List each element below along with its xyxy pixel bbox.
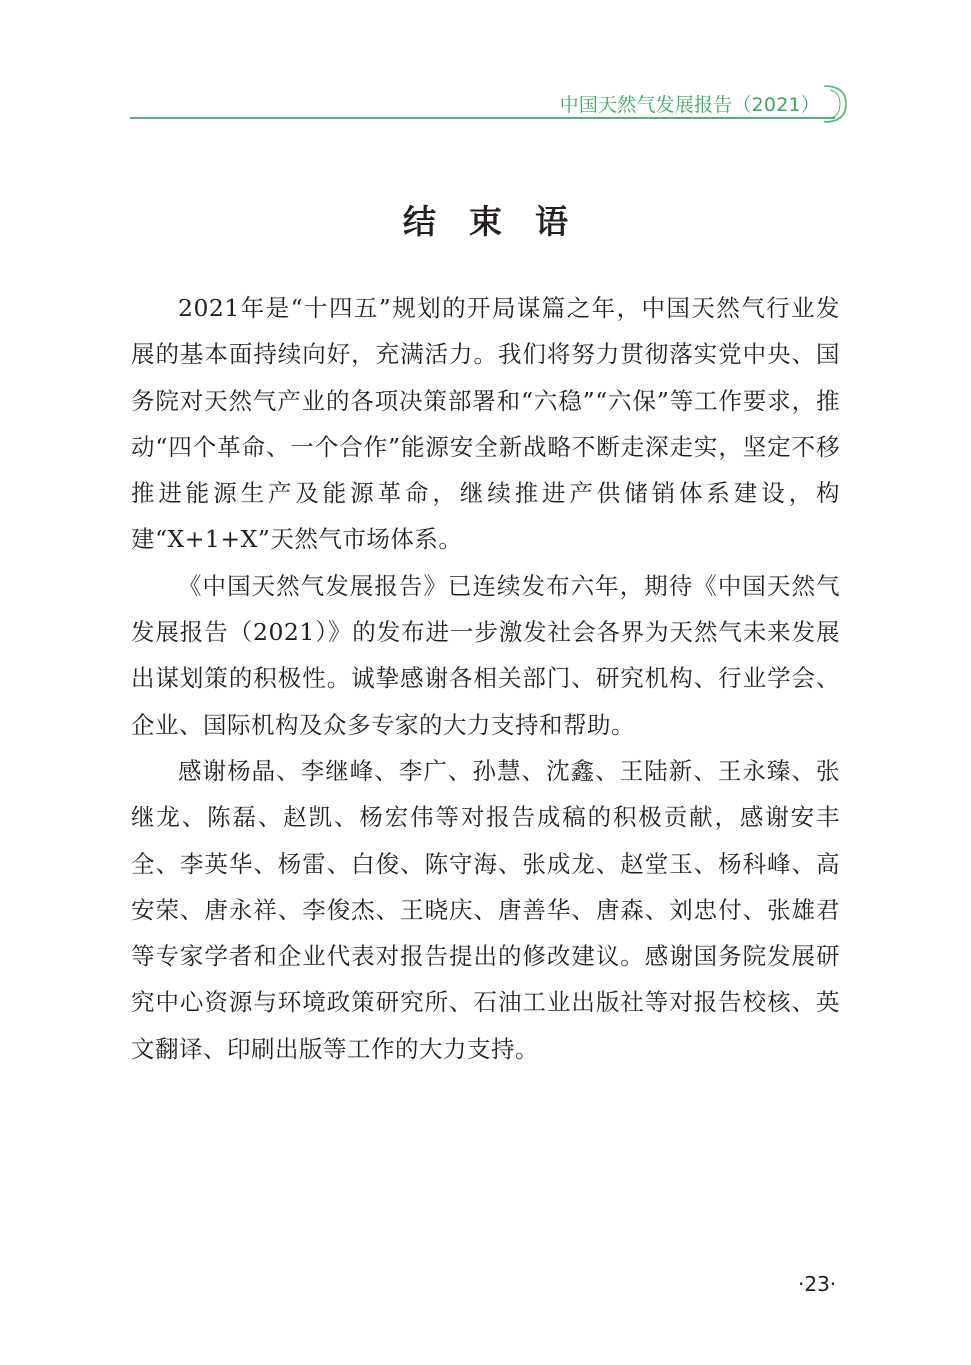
header-rule — [130, 117, 835, 119]
paragraph-1: 2021年是“十四五”规划的开局谋篇之年，中国天然气行业发展的基本面持续向好，充满活力。我们将努力贯彻落实党中央、国务院对天然气产业的各项决策部署和“六稳”“六保”等工作要求，推动“四个革命、一个合作”能源安全新战略不断走深走实，坚定不移推进能源生产及能源革命，继续推进产供储销体系建设，构建“X+1+X”天然气市场体系。 — [131, 294, 840, 554]
page-number: ·23· — [798, 1272, 837, 1296]
header-arc-ornament — [822, 84, 850, 124]
page-title: 结束语 — [403, 202, 601, 241]
header-report-title: 中国天然气发展报告（2021） — [559, 94, 820, 116]
running-header — [130, 84, 850, 124]
body-text — [131, 285, 840, 1072]
paragraph-2: 《中国天然气发展报告》已连续发布六年，期待《中国天然气发展报告（2021）》的发布进一步激发社会各界为天然气未来发展出谋划策的积极性。诚挚感谢各相关部门、研究机构、行业学会、企业、国际机构及众多专家的大力支持和帮助。 — [131, 571, 840, 739]
paragraph-3: 感谢杨晶、李继峰、李广、孙慧、沈鑫、王陆新、王永臻、张继龙、陈磊、赵凯、杨宏伟等对报告成稿的积极贡献，感谢安丰全、李英华、杨雷、白俊、陈守海、张成龙、赵堂玉、杨科峰、高安荣、唐永祥、李俊杰、王晓庆、唐善华、唐森、刘忠付、张雄君等专家学者和企业代表对报告提出的修改建议。感谢国务院发展研究中心资源与环境政策研究所、石油工业出版社等对报告校核、英文翻译、印刷出版等工作的大力支持。 — [131, 756, 840, 1063]
